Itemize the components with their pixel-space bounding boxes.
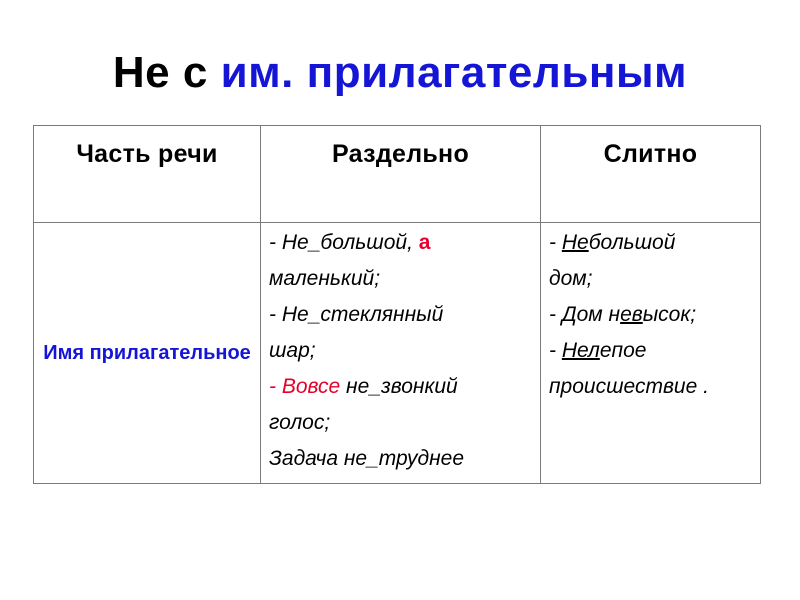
separate-line-1: - Не_большой, а	[269, 231, 431, 254]
separate-line-4: шар;	[269, 339, 316, 362]
body-row	[34, 223, 761, 484]
header-row	[34, 126, 761, 223]
separate-cell	[261, 223, 541, 484]
header-separate: Раздельно	[261, 126, 541, 223]
header-joined: Слитно	[541, 126, 761, 223]
separate-line-3: - Не_стеклянный	[269, 303, 444, 326]
separate-line-7: Задача не_труднее	[269, 447, 465, 470]
joined-line-1: - Небольшой	[549, 231, 676, 254]
slide-title	[0, 48, 800, 98]
joined-line-3: - Дом невысок;	[549, 303, 697, 326]
title-accent: им. прилагательным	[220, 48, 688, 97]
joined-cell	[541, 223, 761, 484]
header-part-of-speech: Часть речи	[34, 126, 261, 223]
separate-line-2: маленький;	[269, 267, 381, 290]
separate-line-6: голос;	[269, 411, 331, 434]
separate-line-5: - Вовсе не_звонкий	[269, 375, 458, 398]
joined-line-2: дом;	[549, 267, 593, 290]
joined-line-4: - Нелепое	[549, 339, 647, 362]
rules-table	[33, 125, 761, 484]
title-prefix: Не с	[112, 48, 221, 97]
part-of-speech-cell: Имя прилагательное	[34, 223, 261, 484]
joined-line-5: происшествие .	[549, 375, 709, 398]
